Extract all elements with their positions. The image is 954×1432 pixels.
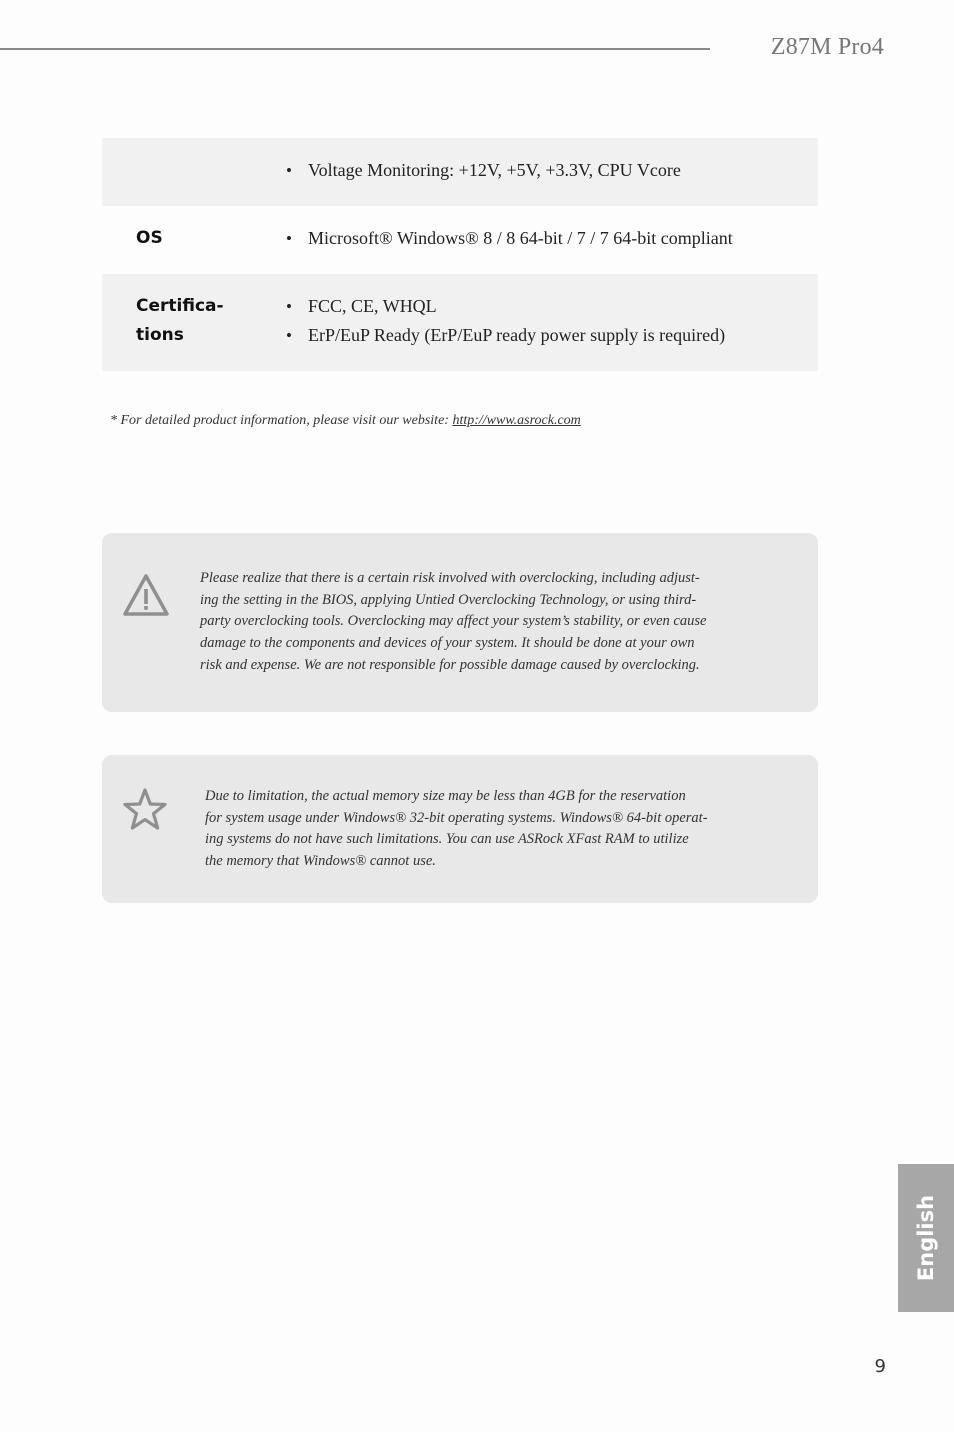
spec-value-item: • ErP/EuP Ready (ErP/EuP ready power supply is required): [284, 321, 818, 350]
page-number: 9: [874, 1356, 886, 1377]
spec-values: [284, 224, 818, 253]
note-callout: [102, 755, 818, 903]
note-line: ing systems do not have such limitations. You can use ASRock XFast RAM to utilize: [205, 831, 689, 848]
language-tab-label: English: [914, 1194, 938, 1282]
spec-value-item: • FCC, CE, WHQL: [284, 292, 818, 321]
note-line: the memory that Windows® cannot use.: [205, 853, 436, 870]
note-text: [205, 786, 708, 873]
spec-label: [102, 156, 284, 206]
spec-label-line: Certifica-: [136, 296, 224, 316]
warning-line: damage to the components and devices of your system. It should be done at your own: [200, 635, 695, 652]
warning-text: [200, 568, 706, 677]
note-line: Due to limitation, the actual memory size may be less than 4GB for the reservation: [205, 788, 686, 804]
language-tab: [898, 1164, 954, 1312]
spec-value-item: • Microsoft® Windows® 8 / 8 64-bit / 7 / 7 64-bit compliant: [284, 224, 818, 253]
spec-values: [284, 292, 818, 371]
spec-label-line: tions: [136, 325, 184, 345]
footnote-text: * For detailed product information, please visit our website:: [110, 413, 453, 428]
spec-row-certifications: [102, 274, 818, 371]
spec-values: [284, 156, 818, 206]
warning-line: ing the setting in the BIOS, applying Untied Overclocking Technology, or using third-: [200, 591, 697, 608]
spec-label-certifications: [102, 292, 284, 371]
note-line: for system usage under Windows® 32-bit operating systems. Windows® 64-bit operat-: [205, 809, 708, 826]
spec-table: [102, 138, 818, 345]
spec-value-item: • Voltage Monitoring: +12V, +5V, +3.3V, CPU Vcore: [284, 156, 818, 185]
warning-line: risk and expense. We are not responsible for possible damage caused by overclocking.: [200, 656, 700, 673]
warning-line: party overclocking tools. Overclocking may affect your system’s stability, or even cause: [200, 613, 707, 630]
footnote: [110, 413, 581, 429]
website-link[interactable]: http://www.asrock.com: [452, 413, 581, 428]
star-icon: [122, 787, 168, 831]
header-rule: [0, 48, 710, 50]
spec-label-os: OS: [136, 228, 163, 248]
warning-callout: [102, 533, 818, 712]
manual-title: Z87M Pro4: [770, 34, 884, 60]
warning-line: Please realize that there is a certain risk involved with overclocking, including adjust-: [200, 570, 700, 586]
spec-row-os-content: [102, 224, 818, 253]
warning-triangle-icon: [122, 573, 170, 617]
